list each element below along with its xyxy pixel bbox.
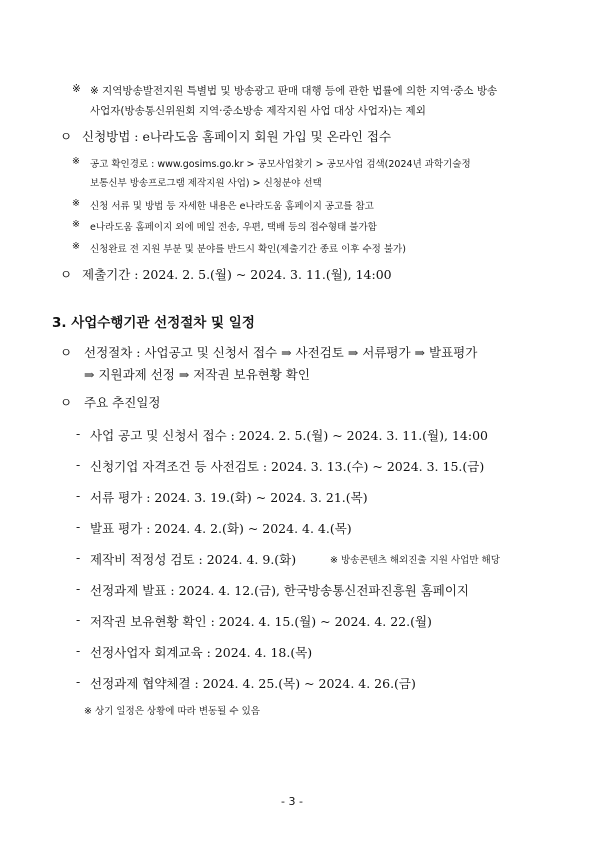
list-dash: -: [76, 612, 81, 627]
bullet-circle: ㅇ: [60, 345, 73, 360]
schedule-item: 신청기업 자격조건 등 사전검토 : 2024. 3. 13.(수) ~ 2024. 3. 15.(금): [90, 459, 485, 474]
section-heading: 3. 사업수행기관 선정절차 및 일정: [52, 315, 255, 331]
schedule-item: 선정사업자 회계교육 : 2024. 4. 18.(목): [90, 645, 313, 660]
schedule-item: 저작권 보유현황 확인 : 2024. 4. 15.(월) ~ 2024. 4. 22.(월): [90, 614, 432, 629]
confirm-note: 신청완료 전 지원 부분 및 분야를 반드시 확인(제출기간 종료 이후 수정 불가): [90, 244, 406, 255]
bullet-circle: ㅇ: [60, 267, 73, 282]
note-mark: ※: [72, 241, 80, 252]
schedule-item-note: ※ 방송콘텐츠 해외진출 지원 사업만 해당: [330, 555, 500, 566]
eligibility-note-line2: 사업자(방송통신위원회 지역·중소방송 제작지원 사업 대상 사업자)는 제외: [90, 105, 426, 117]
schedule-item: 선정과제 협약체결 : 2024. 4. 25.(목) ~ 2024. 4. 26.(금): [90, 676, 416, 691]
schedule-item: 서류 평가 : 2024. 3. 19.(화) ~ 2024. 3. 21.(목): [90, 490, 368, 505]
schedule-item: 제작비 적정성 검토 : 2024. 4. 9.(화): [90, 552, 297, 567]
procedure-line2: ⇒ 지원과제 선정 ⇒ 저작권 보유현황 확인: [84, 367, 310, 382]
list-dash: -: [76, 519, 81, 534]
list-dash: -: [76, 550, 81, 565]
schedule-change-note: ※ 상기 일정은 상황에 따라 변동될 수 있음: [84, 706, 260, 717]
schedule-title: 주요 추진일정: [84, 395, 161, 410]
note-mark: ※: [72, 83, 81, 95]
documents-note: 신청 서류 및 방법 등 자세한 내용은 e나라도움 홈페이지 공고를 참고: [90, 201, 374, 212]
list-dash: -: [76, 488, 81, 503]
submission-period: 제출기간 : 2024. 2. 5.(월) ~ 2024. 3. 11.(월), 14:00: [82, 267, 392, 282]
list-dash: -: [76, 426, 81, 441]
check-path-note-line1: 공고 확인경로 : www.gosims.go.kr > 공모사업찾기 > 공모사업 검색(2024년 과학기술정: [90, 159, 471, 170]
page-number: - 3 -: [281, 795, 303, 808]
bullet-circle: ㅇ: [60, 395, 73, 410]
list-dash: -: [76, 643, 81, 658]
list-dash: -: [76, 457, 81, 472]
eligibility-note-line1: ※ 지역방송발전지원 특별법 및 방송광고 판매 대행 등에 관한 법률에 의한 지역·중소 방송: [90, 85, 498, 97]
schedule-item: 선정과제 발표 : 2024. 4. 12.(금), 한국방송통신전파진흥원 홈페이지: [90, 583, 469, 598]
note-mark: ※: [72, 156, 80, 167]
list-dash: -: [76, 581, 81, 596]
application-method: 신청방법 : e나라도움 홈페이지 회원 가입 및 온라인 접수: [82, 129, 392, 144]
bullet-circle: ㅇ: [60, 129, 73, 144]
procedure-line1: 선정절차 : 사업공고 및 신청서 접수 ⇒ 사전검토 ⇒ 서류평가 ⇒ 발표평가: [84, 345, 478, 360]
schedule-item: 발표 평가 : 2024. 4. 2.(화) ~ 2024. 4. 4.(목): [90, 521, 352, 536]
submission-form-note: e나라도움 홈페이지 외에 메일 전송, 우편, 택배 등의 접수형태 불가함: [90, 222, 377, 233]
note-mark: ※: [72, 198, 80, 209]
note-mark: ※: [72, 219, 80, 230]
list-dash: -: [76, 674, 81, 689]
schedule-item: 사업 공고 및 신청서 접수 : 2024. 2. 5.(월) ~ 2024. 3. 11.(월), 14:00: [90, 428, 488, 443]
check-path-note-line2: 보통신부 방송프로그램 제작지원 사업) > 신청분야 선택: [90, 178, 322, 189]
